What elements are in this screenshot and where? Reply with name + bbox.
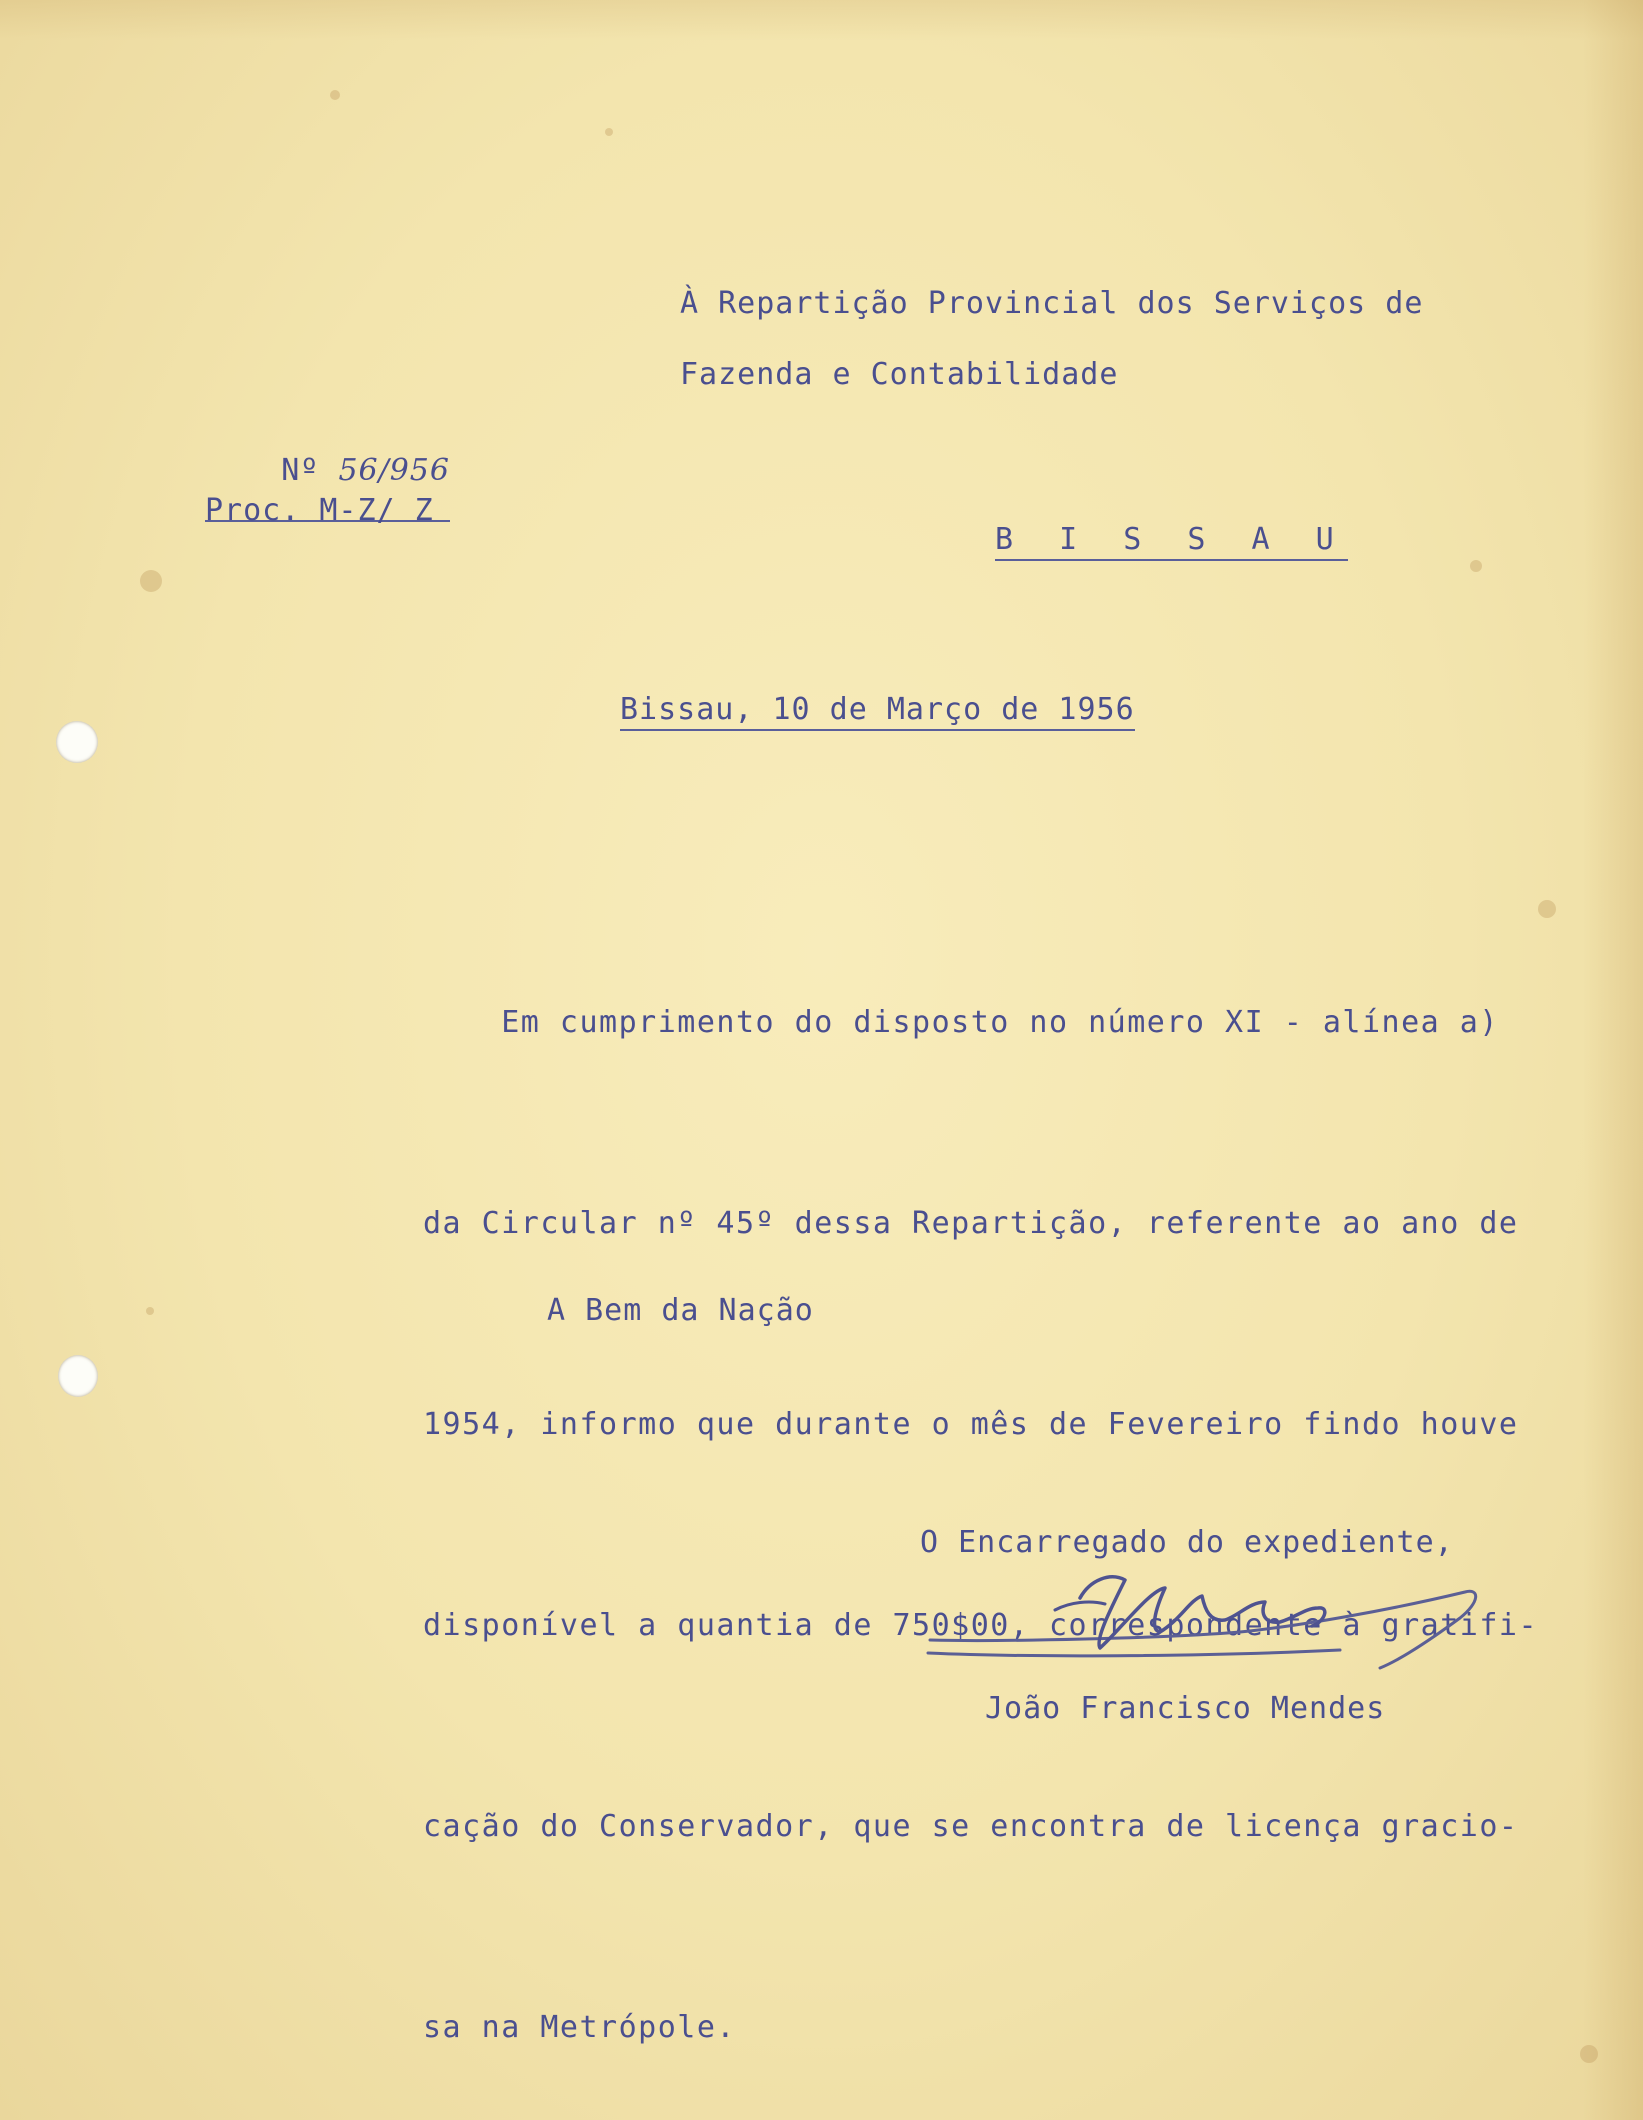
paper-stain: [605, 128, 613, 136]
body-line: sa na Metrópole.: [423, 2010, 736, 2045]
reference-number-value: 56/956: [338, 453, 450, 488]
body-line: disponível a quantia de 750$00, correspondente à gratifi-: [423, 1608, 1539, 1643]
paper-stain: [330, 90, 340, 100]
paper-stain: [146, 1307, 154, 1315]
body-line: da Circular nº 45º dessa Repartição, referente ao ano de: [423, 1206, 1519, 1241]
punch-hole-bottom: [58, 1355, 98, 1397]
addressee-line-1: À Repartição Provincial dos Serviços de: [680, 286, 1424, 321]
handwritten-signature: [920, 1550, 1480, 1680]
addressee-line-2: Fazenda e Contabilidade: [680, 357, 1119, 392]
punch-hole-top: [56, 721, 98, 763]
addressee-city: B I S S A U: [995, 525, 1348, 561]
paper-stain: [140, 570, 162, 592]
body-line: 1954, informo que durante o mês de Fevereiro findo houve: [423, 1407, 1519, 1442]
body-line: cação do Conservador, que se encontra de licença gracio-: [423, 1809, 1519, 1844]
reference-number-label: Nº: [281, 453, 320, 488]
letter-body: [423, 855, 1563, 2120]
paper-edge-right: [1583, 0, 1643, 2120]
signatory-name: João Francisco Mendes: [985, 1691, 1386, 1726]
body-line: Em cumprimento do disposto no número XI - alínea a): [423, 1005, 1499, 1040]
closing-salutation: A Bem da Nação: [547, 1293, 814, 1328]
paper-edge-top: [0, 0, 1643, 40]
date-line: Bissau, 10 de Março de 1956: [620, 695, 1135, 731]
paper-stain: [1470, 560, 1482, 572]
process-reference: Proc. M-Z/ Z: [205, 493, 434, 528]
signatory-title: O Encarregado do expediente,: [920, 1525, 1454, 1560]
paper-stain: [1580, 2045, 1598, 2063]
